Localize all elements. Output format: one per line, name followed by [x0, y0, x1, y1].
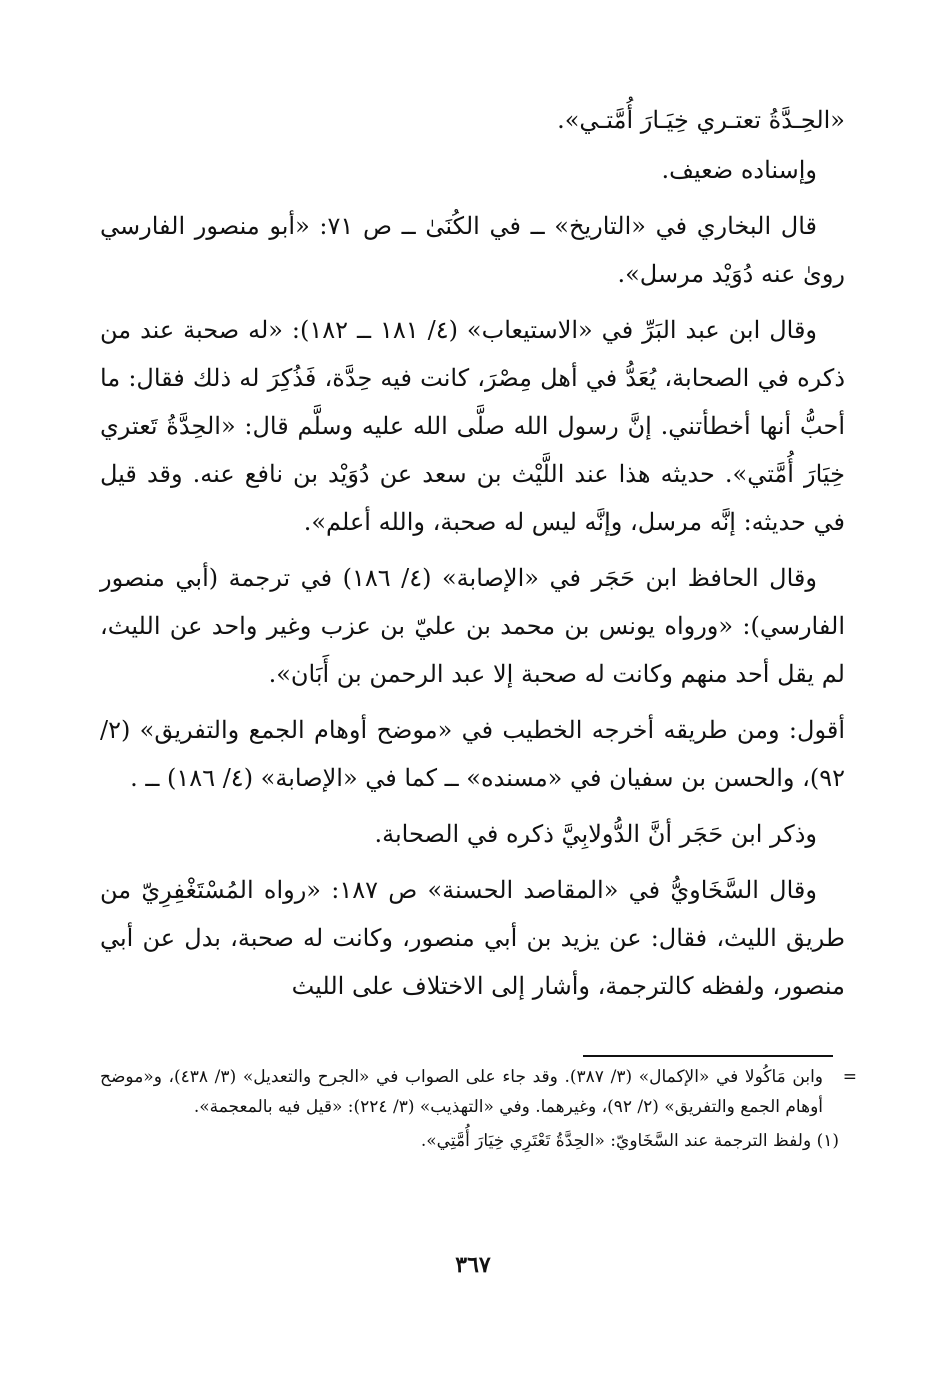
paragraph-sakhawi — [100, 866, 845, 1010]
paragraph-ibn-abd-al-barr: وقال ابن عبد البَرِّ في «الاستيعاب» (٤/ ١٨١ ــ ١٨٢): «له صحبة عند من ذكره في الصحابة، يُعَدُّ في أهل مِصْرَ، كانت فيه حِدَّة، فَذُكِرَ له ذلك فقال: ما أحبُّ أنها أخطأتني. إنَّ رسول الله صلَّى الله عليه وسلَّم قال: «الحِدَّةُ تَعتري خِيَارَ أُمَّتي». حديثه هذا عند اللَّيْث بن سعد عن دُوَيْد بن نافع عنه. وقد قيل في حديثه: إنَّه مرسل، وإنَّه ليس له صحبة، والله أعلم». — [100, 316, 845, 536]
footnote-1-text: ولفظ الترجمة عند السَّخَاويّ: «الحِدَّةُ تَعْتَرِي خِيَارَ أُمَّتِي». — [420, 1131, 812, 1151]
footnote-1-number: (١) — [816, 1131, 839, 1151]
sakhawi-text: وقال السَّخَاويُّ في «المقاصد الحسنة» ص ١٨٧: «رواه المُسْتَغْفِرِيّ من طريق الليث، فقال: عن يزيد بن أبي منصور، وكانت له صحبة، بدل عن أبي منصور، ولفظه كالترجمة، وأشار إلى الاختلاف على الليث — [100, 876, 845, 1000]
footnote-1 — [100, 1126, 845, 1156]
footnote-continuation — [100, 1062, 857, 1122]
paragraph-hadith-quote: «الحِـدَّةُ تعتـري خِيَـارَ أُمَّتـي». — [557, 106, 845, 134]
paragraph-dulabi: وذكر ابن حَجَر أنَّ الدُّولابِيَّ ذكره في الصحابة. — [374, 820, 817, 848]
paragraph-bukhari: قال البخاري في «التاريخ» ــ في الكُنَىٰ ــ ص ٧١: «أبو منصور الفارسي روىٰ عنه دُوَيْد مرسل». — [100, 212, 845, 288]
paragraph-ibn-hajar-isaba: وقال الحافظ ابن حَجَر في «الإصابة» (٤/ ١٨٦) في ترجمة (أبي منصور الفارسي): «ورواه يونس بن محمد بن عليّ بن عزب وغير واحد عن الليث، لم يقل أحد منهم وكانت له صحبة إلا عبد الرحمن بن أَبَان». — [100, 564, 845, 688]
paragraph-isnad: وإسناده ضعيف. — [661, 156, 817, 184]
continuation-mark: = — [842, 1067, 857, 1087]
footnote-separator — [583, 1055, 833, 1057]
paragraph-aqulu: أقول: ومن طريقه أخرجه الخطيب في «موضح أوهام الجمع والتفريق» (٢/ ٩٢)، والحسن بن سفيان في «مسنده» ــ كما في «الإصابة» (٤/ ١٨٦) ــ . — [100, 716, 845, 792]
footnotes — [100, 1062, 857, 1156]
footnote-continuation-text: وابن مَاكُولا في «الإكمال» (٣/ ٣٨٧). وقد جاء على الصواب في «الجرح والتعديل» (٣/ ٤٣٨)، و«موضح أوهام الجمع والتفريق» (٢/ ٩٢)، وغيرهما. وفي «التهذيب» (٣/ ٢٢٤): «قيل فيه بالمعجمة». — [100, 1067, 823, 1117]
page-number: ٣٦٧ — [455, 1252, 491, 1278]
main-text — [100, 96, 845, 1018]
